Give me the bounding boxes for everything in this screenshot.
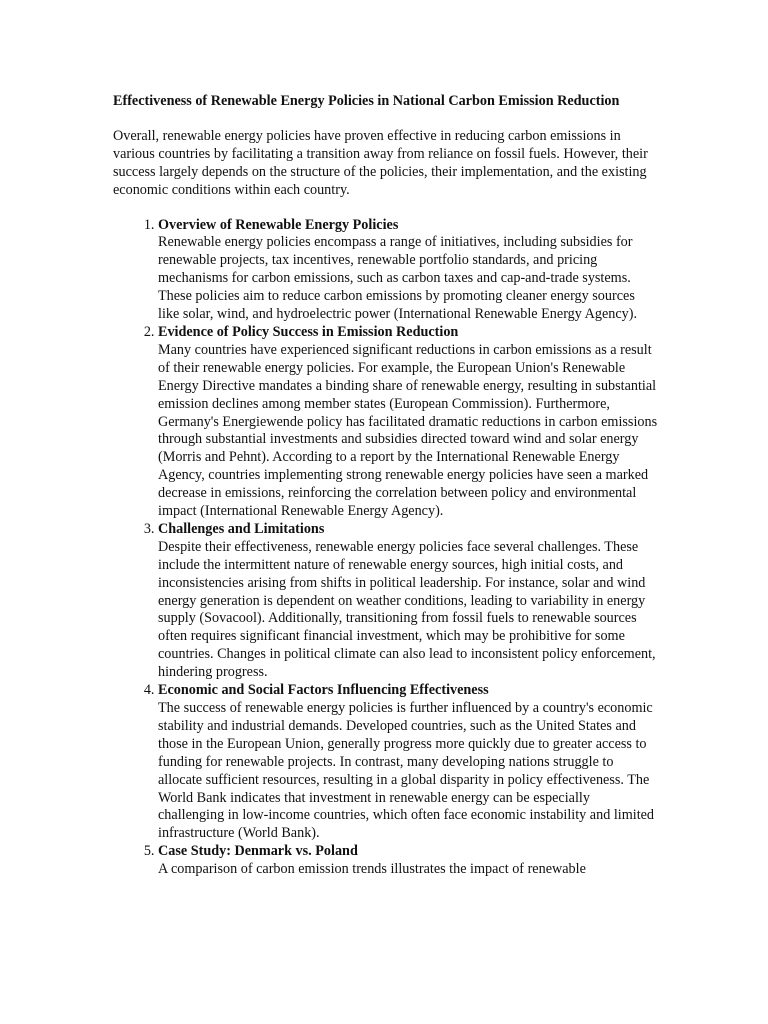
section-body: Many countries have experienced significant reductions in carbon emissions as a result of their renewable energy policies. For example, the European Union's Renewable Energy Directive mandates a binding share of renewable energy, resulting in substantial emission declines among member states (European Commission). Furthermore, Germany's Energiewende policy has facilitated dramatic reductions in carbon emissions through substantial investments and subsidies directed toward wind and solar energy (Morris and Pehnt). According to a report by the International Renewable Energy Agency, countries implementing strong renewable energy policies have seen a marked decrease in emissions, reinforcing the correlation between policy and environmental impact (International Renewable Energy Agency). xyxy=(158,341,658,520)
section-body: Renewable energy policies encompass a range of initiatives, including subsidies for renewable projects, tax incentives, renewable portfolio standards, and pricing mechanisms for carbon emissions, such as carbon taxes and cap-and-trade systems. These policies aim to reduce carbon emissions by promoting cleaner energy sources like solar, wind, and hydroelectric power (International Renewable Energy Agency). xyxy=(158,234,638,323)
section-list xyxy=(113,217,658,880)
document-title: Effectiveness of Renewable Energy Policies in National Carbon Emission Reduction xyxy=(113,93,620,109)
section-body: The success of renewable energy policies is further influenced by a country's economic stability and industrial demands. Developed countries, such as the United States and those in the European Union, generally progress more quickly due to greater access to funding for renewable projects. In contrast, many developing nations struggle to allocate sufficient resources, resulting in a global disparity in policy effectiveness. The World Bank indicates that investment in renewable energy can be especially challenging in low-income countries, which often face economic instability and limited infrastructure (World Bank). xyxy=(158,700,655,842)
section-body: Despite their effectiveness, renewable energy policies face several challenges. These include the intermittent nature of renewable energy sources, high initial costs, and inconsistencies arising from shifts in political leadership. For instance, solar and wind energy generation is dependent on weather conditions, leading to variability in energy supply (Sovacool). Additionally, transitioning from fossil fuels to renewable sources often requires significant financial investment, which may be prohibitive for some countries. Changes in political climate can also lead to inconsistent policy enforcement, hindering progress. xyxy=(158,538,656,681)
section-heading: 4. Economic and Social Factors Influencing Effectiveness xyxy=(158,682,489,699)
section-heading: 2. Evidence of Policy Success in Emission Reduction xyxy=(158,323,459,340)
section-body: A comparison of carbon emission trends illustrates the impact of renewable xyxy=(158,861,586,878)
section-item xyxy=(158,324,658,521)
section-item xyxy=(158,521,658,682)
intro-paragraph: Overall, renewable energy policies have proven effective in reducing carbon emissions in various countries by facilitating a transition away from reliance on fossil fuels. However, their success largely depends on the structure of the policies, their implementation, and the existing economic conditions within each country. xyxy=(113,127,648,198)
section-item xyxy=(158,217,658,324)
document-page xyxy=(113,93,658,879)
section-item xyxy=(158,843,658,879)
section-heading: 1. Overview of Renewable Energy Policies xyxy=(158,216,399,233)
section-heading: 5. Case Study: Denmark vs. Poland xyxy=(158,843,358,860)
section-heading: 3. Challenges and Limitations xyxy=(158,520,325,537)
section-item xyxy=(158,682,658,843)
